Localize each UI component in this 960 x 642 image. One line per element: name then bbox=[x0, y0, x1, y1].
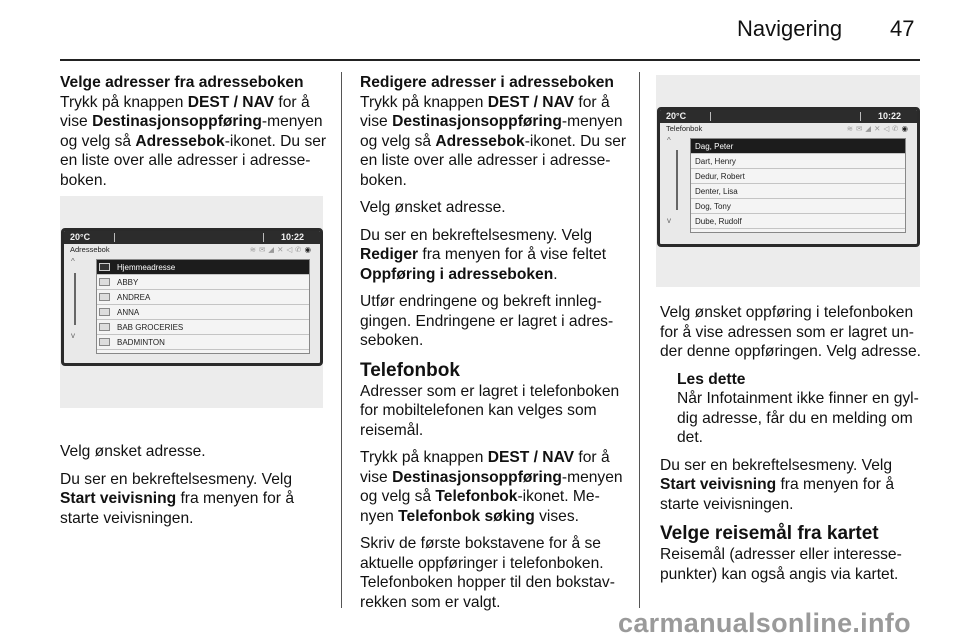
status-bar bbox=[660, 110, 917, 123]
note-title: Les dette bbox=[677, 370, 746, 388]
contact-icon bbox=[99, 308, 110, 316]
volume-icon: ◁ bbox=[286, 245, 296, 254]
contact-icon bbox=[99, 278, 110, 286]
poi-icon bbox=[99, 323, 110, 331]
phone-icon: ✆ bbox=[892, 124, 902, 133]
status-icons bbox=[250, 245, 314, 254]
wifi-icon: ≋ bbox=[846, 124, 856, 133]
infotainment-screen bbox=[61, 228, 323, 366]
message-icon: ✉ bbox=[259, 245, 269, 254]
screenshot-address-book bbox=[60, 196, 323, 408]
list-item[interactable]: Dart, Henry bbox=[691, 154, 905, 169]
mute-icon: ✕ bbox=[277, 245, 287, 254]
paragraph: Skriv de første bokstavene for å se aktuelle oppføringer i telefonboken. Telefonboken hopper til den bokstavrekken som er valgt. bbox=[360, 535, 615, 611]
column-2 bbox=[360, 73, 628, 620]
list-item[interactable]: Hjemmeadresse bbox=[97, 260, 309, 275]
address-list bbox=[96, 259, 310, 354]
section-title-map: Velge reisemål fra kartet bbox=[660, 523, 879, 544]
clock: 10:22 bbox=[280, 232, 304, 242]
page-header-title: Navigering bbox=[737, 16, 843, 41]
list-item[interactable]: Dedur, Robert bbox=[691, 169, 905, 184]
note-text: Når Infotainment ikke finner en gyldig adresse, får du en melding om det. bbox=[677, 390, 919, 446]
scrollbar[interactable] bbox=[74, 273, 76, 325]
infotainment-screen bbox=[657, 107, 920, 247]
signal-icon: ◢ bbox=[268, 245, 278, 254]
list-item[interactable]: Denter, Lisa bbox=[691, 184, 905, 199]
contact-icon bbox=[99, 293, 110, 301]
temperature: 20°C bbox=[666, 111, 687, 121]
watermark: carmanualsonline.info bbox=[618, 608, 911, 638]
column-divider-2 bbox=[639, 72, 640, 608]
list-item[interactable]: BAB GROCERIES bbox=[97, 320, 309, 335]
header-rule bbox=[60, 59, 920, 61]
scroll-down-icon[interactable]: v bbox=[667, 216, 671, 225]
paragraph: Reisemål (adresser eller interessepunkter) kan også angis via kartet. bbox=[660, 546, 902, 583]
scrollbar[interactable] bbox=[676, 150, 678, 210]
paragraph: Adresser som er lagret i telefonboken for mobiltelefonen kan velges som reisemål. bbox=[360, 382, 620, 439]
list-item[interactable]: Dube, Rudolf bbox=[691, 214, 905, 229]
screen-subtitle: Telefonbok bbox=[666, 124, 703, 133]
paragraph: Trykk på knappen DEST / NAV for å vise Destinasjonsoppføring-menyen og velg så Telefonbok-ikonet. Menyen Telefonbok søking vises. bbox=[360, 449, 623, 525]
paragraph: Velg ønsket adresse. bbox=[360, 199, 506, 216]
bluetooth-icon: ◉ bbox=[901, 124, 911, 133]
mute-icon: ✕ bbox=[874, 124, 884, 133]
bluetooth-icon: ◉ bbox=[304, 245, 314, 254]
status-icons bbox=[847, 124, 911, 133]
clock: 10:22 bbox=[877, 111, 901, 121]
paragraph: Trykk på knappen DEST / NAV for å vise Destinasjonsoppføring-menyen og velg så Adressebok-ikonet. Du ser en liste over alle adresser i adresseboken. bbox=[60, 93, 327, 189]
list-item[interactable]: Dog, Tony bbox=[691, 199, 905, 214]
section-title-phonebook: Telefonbok bbox=[360, 359, 460, 381]
paragraph: Du ser en bekreftelsesmeny. Velg Rediger fra menyen for å vise feltet Oppføring i adresseboken. bbox=[360, 226, 607, 283]
column-3 bbox=[660, 303, 925, 592]
scroll-up-icon[interactable]: ^ bbox=[71, 257, 75, 266]
message-icon: ✉ bbox=[856, 124, 866, 133]
list-item[interactable]: ABBY bbox=[97, 275, 309, 290]
section-heading-edit-address: Redigere adresser i adresseboken bbox=[360, 74, 614, 91]
home-icon bbox=[99, 263, 110, 271]
temperature: 20°C bbox=[70, 232, 91, 242]
screen-subtitle: Adressebok bbox=[70, 245, 110, 254]
scroll-down-icon[interactable]: v bbox=[71, 331, 75, 340]
phonebook-list bbox=[690, 138, 906, 233]
paragraph: Utfør endringene og bekreft innleggingen. Endringene er lagret i adresseboken. bbox=[360, 293, 614, 349]
status-bar bbox=[64, 231, 320, 244]
column-divider-1 bbox=[341, 72, 342, 608]
scroll-up-icon[interactable]: ^ bbox=[667, 136, 671, 145]
paragraph: Du ser en bekreftelsesmeny. Velg Start veivisning fra menyen for å starte veivisningen. bbox=[60, 470, 294, 527]
volume-icon: ◁ bbox=[883, 124, 893, 133]
list-item[interactable]: ANDREA bbox=[97, 290, 309, 305]
contact-icon bbox=[99, 338, 110, 346]
paragraph: Velg ønsket oppføring i telefonboken for å vise adressen som er lagret under denne oppføringen. Velg adresse. bbox=[660, 304, 921, 360]
note-box bbox=[677, 370, 925, 448]
phone-icon: ✆ bbox=[295, 245, 305, 254]
screenshot-phonebook bbox=[656, 75, 920, 287]
section-heading-address-book: Velge adresser fra adresseboken bbox=[60, 74, 304, 91]
list-item[interactable]: ANNA bbox=[97, 305, 309, 320]
wifi-icon: ≋ bbox=[249, 245, 259, 254]
paragraph: Trykk på knappen DEST / NAV for å vise Destinasjonsoppføring-menyen og velg så Adressebok-ikonet. Du ser en liste over alle adresser i adresseboken. bbox=[360, 93, 627, 189]
list-item[interactable]: Dag, Peter bbox=[691, 139, 905, 154]
page-number: 47 bbox=[890, 16, 915, 41]
paragraph: Velg ønsket adresse. bbox=[60, 443, 206, 460]
list-item[interactable]: BADMINTON bbox=[97, 335, 309, 350]
paragraph: Du ser en bekreftelsesmeny. Velg Start veivisning fra menyen for å starte veivisningen. bbox=[660, 456, 894, 513]
signal-icon: ◢ bbox=[865, 124, 875, 133]
